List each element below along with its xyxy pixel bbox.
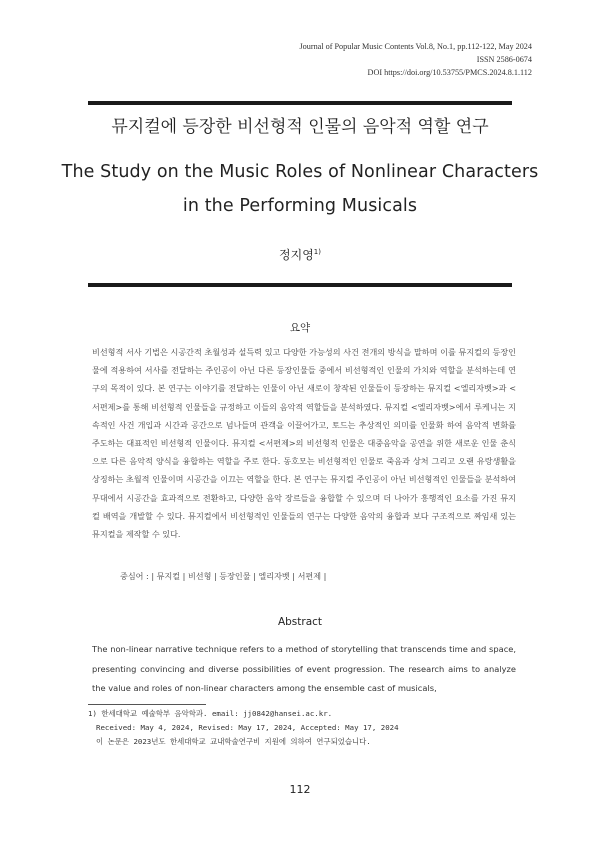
- top-rule: [88, 101, 512, 105]
- journal-header: [299, 40, 532, 79]
- korean-abstract-heading: 요약: [289, 322, 311, 334]
- author: [0, 246, 600, 263]
- footnote: [88, 707, 528, 749]
- english-abstract-body: The non-linear narrative technique refers to a method of storytelling that transcends time and space, presenting convincing and diverse possibilities of event progression. The research aims to analyze the value and roles of non-linear characters among the ensemble cast of musicals,: [92, 644, 516, 693]
- korean-title: 뮤지컬에 등장한 비선형적 인물의 음악적 역할 연구: [111, 117, 489, 137]
- doi: DOI https://doi.org/10.53755/PMCS.2024.8.1.112: [367, 68, 532, 77]
- footnote-rule: [88, 704, 206, 705]
- author-name: 정지영: [279, 248, 314, 262]
- issn: ISSN 2586-0674: [476, 55, 532, 64]
- english-title: The Study on the Music Roles of Nonlinear Characters in the Performing Musicals: [61, 162, 539, 216]
- footnote-affiliation: 1) 한세대학교 예술학부 음악학과. email: jj0842@hansei.ac.kr.: [88, 709, 333, 718]
- journal-citation: Journal of Popular Music Contents Vol.8, No.1, pp.112-122, May 2024: [299, 42, 532, 51]
- bottom-rule: [88, 283, 512, 287]
- footnote-funding: 이 논문은 2023년도 한세대학교 교내학술연구비 지원에 의하여 연구되었습니다.: [96, 737, 371, 746]
- keywords: 중심어 : | 뮤지컬 | 비선형 | 등장인물 | 엘리자벳 | 서편제 |: [120, 571, 327, 581]
- footnote-dates: Received: May 4, 2024, Revised: May 17, 2024, Accepted: May 17, 2024: [96, 723, 399, 732]
- korean-abstract-body: 비선형적 서사 기법은 시공간적 초월성과 설득력 있고 다양한 가능성의 사건 전개의 방식을 말하며 이를 뮤지컬의 등장인물에 적용하여 서사를 전달하는 주인공이 아닌 다른 등장인물들 중에서 비선형적인 인물의 가치와 역할을 분석하는데 연구의 목적이 있다. 본 연구는 이야기를 전달하는 인물이 아닌 새로이 창작된 인물들이 등장하는 뮤지컬 <엘리자벳>과 <서편제>를 통해 비선형적 인물들을 규정하고 이들의 음악적 역할들을 분석하였다. 뮤지컬 <엘리자벳>에서 루케니는 지속적인 사건 개입과 시간과 공간으로 넘나들며 관객을 이끌어가고, 토드는 추상적인 의미를 인물화 하여 음악적 변화를 주도하는 대표적인 비선형적 인물이다. 뮤지컬 <서편제>의 비선형적 인물은 대중음악을 공연을 위한 새로운 인물 춘식으로 다른 음악적 양식을 융합하는 역할을 주로 한다. 동호모는 비선형적인 인물로 죽음과 상처 그리고 오랜 유랑생활을 상징하는 초월적 인물이며 시공간을 이끄는 역할을 한다. 본 연구는 뮤지컬 주인공이 아닌 비선형적인 인물들을 분석하여 무대에서 시공간을 효과적으로 전환하고, 다양한 음악 장르들을 융합할 수 있으며 더 나아가 흥행적인 요소를 가진 뮤지컬 배역을 개발할 수 있다. 뮤지컬에서 비선형적인 인물들의 연구는 다양한 음악의 융합과 보다 구조적으로 짜임새 있는 뮤지컬을 제작할 수 있다.: [92, 347, 516, 540]
- author-footnote-mark: 1): [313, 248, 321, 256]
- english-abstract-heading: Abstract: [277, 616, 323, 628]
- page-number: 112: [289, 783, 311, 796]
